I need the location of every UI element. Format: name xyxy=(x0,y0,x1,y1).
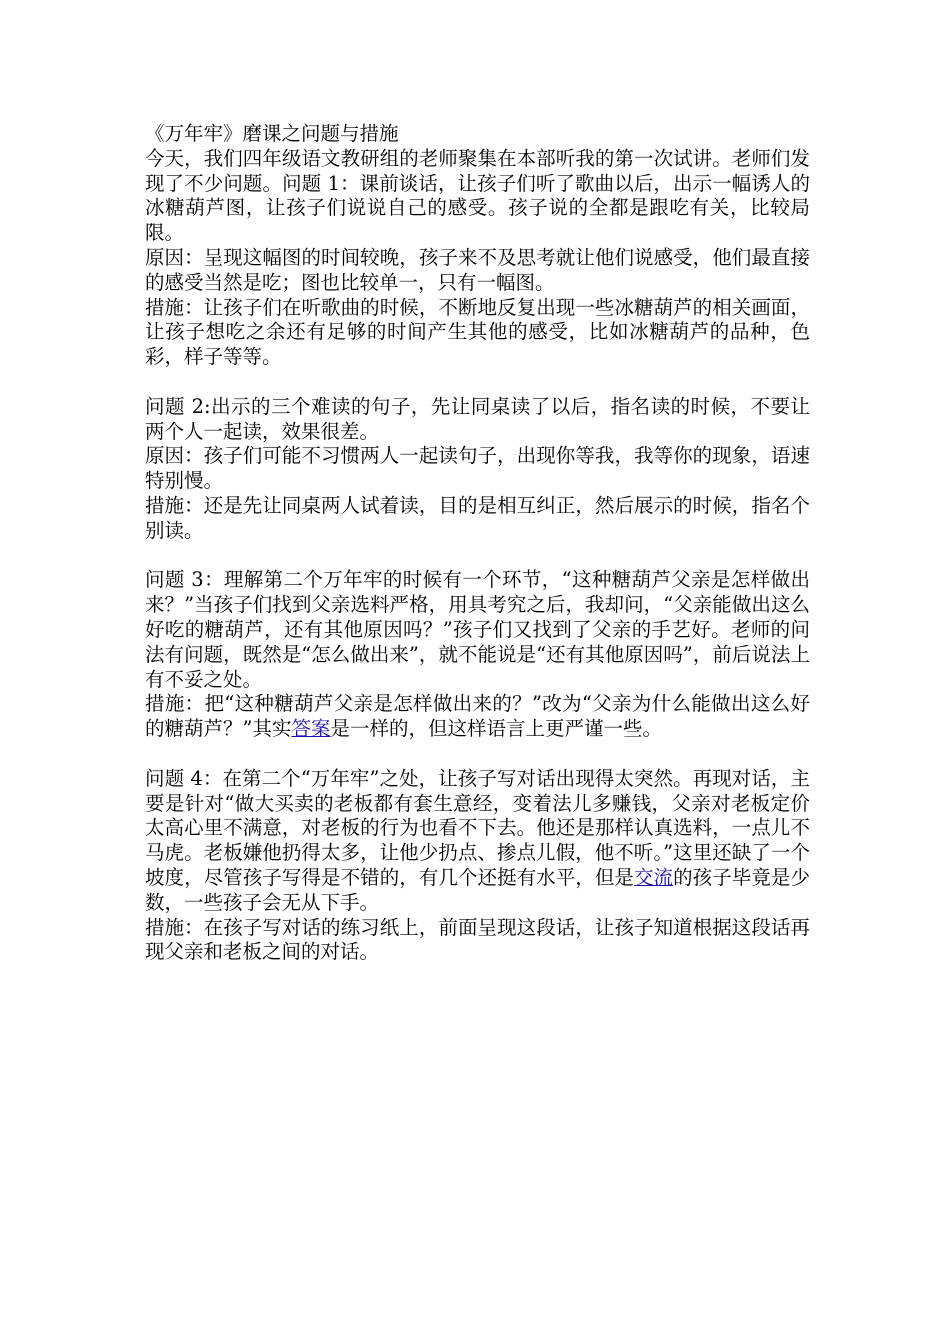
answer-link[interactable]: 答案 xyxy=(291,717,331,741)
problem-3-measure xyxy=(145,692,810,742)
problem-4-text-before: 问题 4：在第二个“万年牢”之处，让孩子写对话出现得太突然。再现对话，主要是针对“做大买卖的老板都有套生意经，变着法儿多赚钱，父亲对老板定价太高心里不满意，对老板的行为也看不下去。他还是那样认真选料，一点儿不马虎。老板嫌他扔得太多，让他少扔点、掺点儿假，他不听。”这里还缺了一个坡度，尽管孩子写得是不错的，有几个还挺有水平，但是 xyxy=(145,766,810,889)
document-title: 《万年牢》磨课之问题与措施 xyxy=(145,122,399,145)
problem-3-measure-text-after: 是一样的，但这样语言上更严谨一些。 xyxy=(330,717,663,741)
problem-2-measure: 措施：还是先让同桌两人试着读，目的是相互纠正，然后展示的时候，指名个别读。 xyxy=(145,493,810,542)
problem-3-measure-text-before: 措施：把“这种糖葫芦父亲是怎样做出来的？”改为“父亲为什么能做出这么好的糖葫芦？”其实 xyxy=(145,692,810,741)
exchange-link[interactable]: 交流 xyxy=(633,865,674,889)
problem-3: 问题 3：理解第二个万年牢的时候有一个环节，“这种糖葫芦父亲是怎样做出来？”当孩子们找到父亲选料严格，用具考究之后，我却问，“父亲能做出这么好吃的糖葫芦，还有其他原因吗？”孩子们又找到了父亲的手艺好。老师的问法有问题，既然是“怎么做出来”，就不能说是“还有其他原因吗”，前后说法上有不妥之处。 xyxy=(145,568,810,691)
document-body xyxy=(145,122,810,965)
paragraph-spacer xyxy=(145,544,810,569)
paragraph-spacer xyxy=(145,370,810,395)
problem-2-reason: 原因：孩子们可能不习惯两人一起读句子，出现你等我，我等你的现象，语速特别慢。 xyxy=(145,444,810,493)
paragraph-spacer xyxy=(145,742,810,767)
problem-1-measure: 措施：让孩子们在听歌曲的时候，不断地反复出现一些冰糖葫芦的相关画面，让孩子想吃之余还有足够的时间产生其他的感受，比如冰糖葫芦的品种，色彩，样子等等。 xyxy=(145,295,810,369)
problem-4 xyxy=(145,767,810,916)
problem-1-reason: 原因：呈现这幅图的时间较晚，孩子来不及思考就让他们说感受，他们最直接的感受当然是吃；图也比较单一，只有一幅图。 xyxy=(145,245,810,294)
problem-2: 问题 2:出示的三个难读的句子，先让同桌读了以后，指名读的时候，不要让两个人一起读，效果很差。 xyxy=(145,394,810,443)
problem-4-text-after: 的孩子毕竟是少数，一些孩子会无从下手。 xyxy=(145,865,810,914)
intro-paragraph: 今天，我们四年级语文教研组的老师聚集在本部听我的第一次试讲。老师们发现了不少问题。问题 1：课前谈话，让孩子们听了歌曲以后，出示一幅诱人的冰糖葫芦图，让孩子们说说自己的感受。孩子说的全都是跟吃有关，比较局限。 xyxy=(145,146,810,245)
problem-4-measure: 措施：在孩子写对话的练习纸上，前面呈现这段话，让孩子知道根据这段话再现父亲和老板之间的对话。 xyxy=(145,915,810,964)
